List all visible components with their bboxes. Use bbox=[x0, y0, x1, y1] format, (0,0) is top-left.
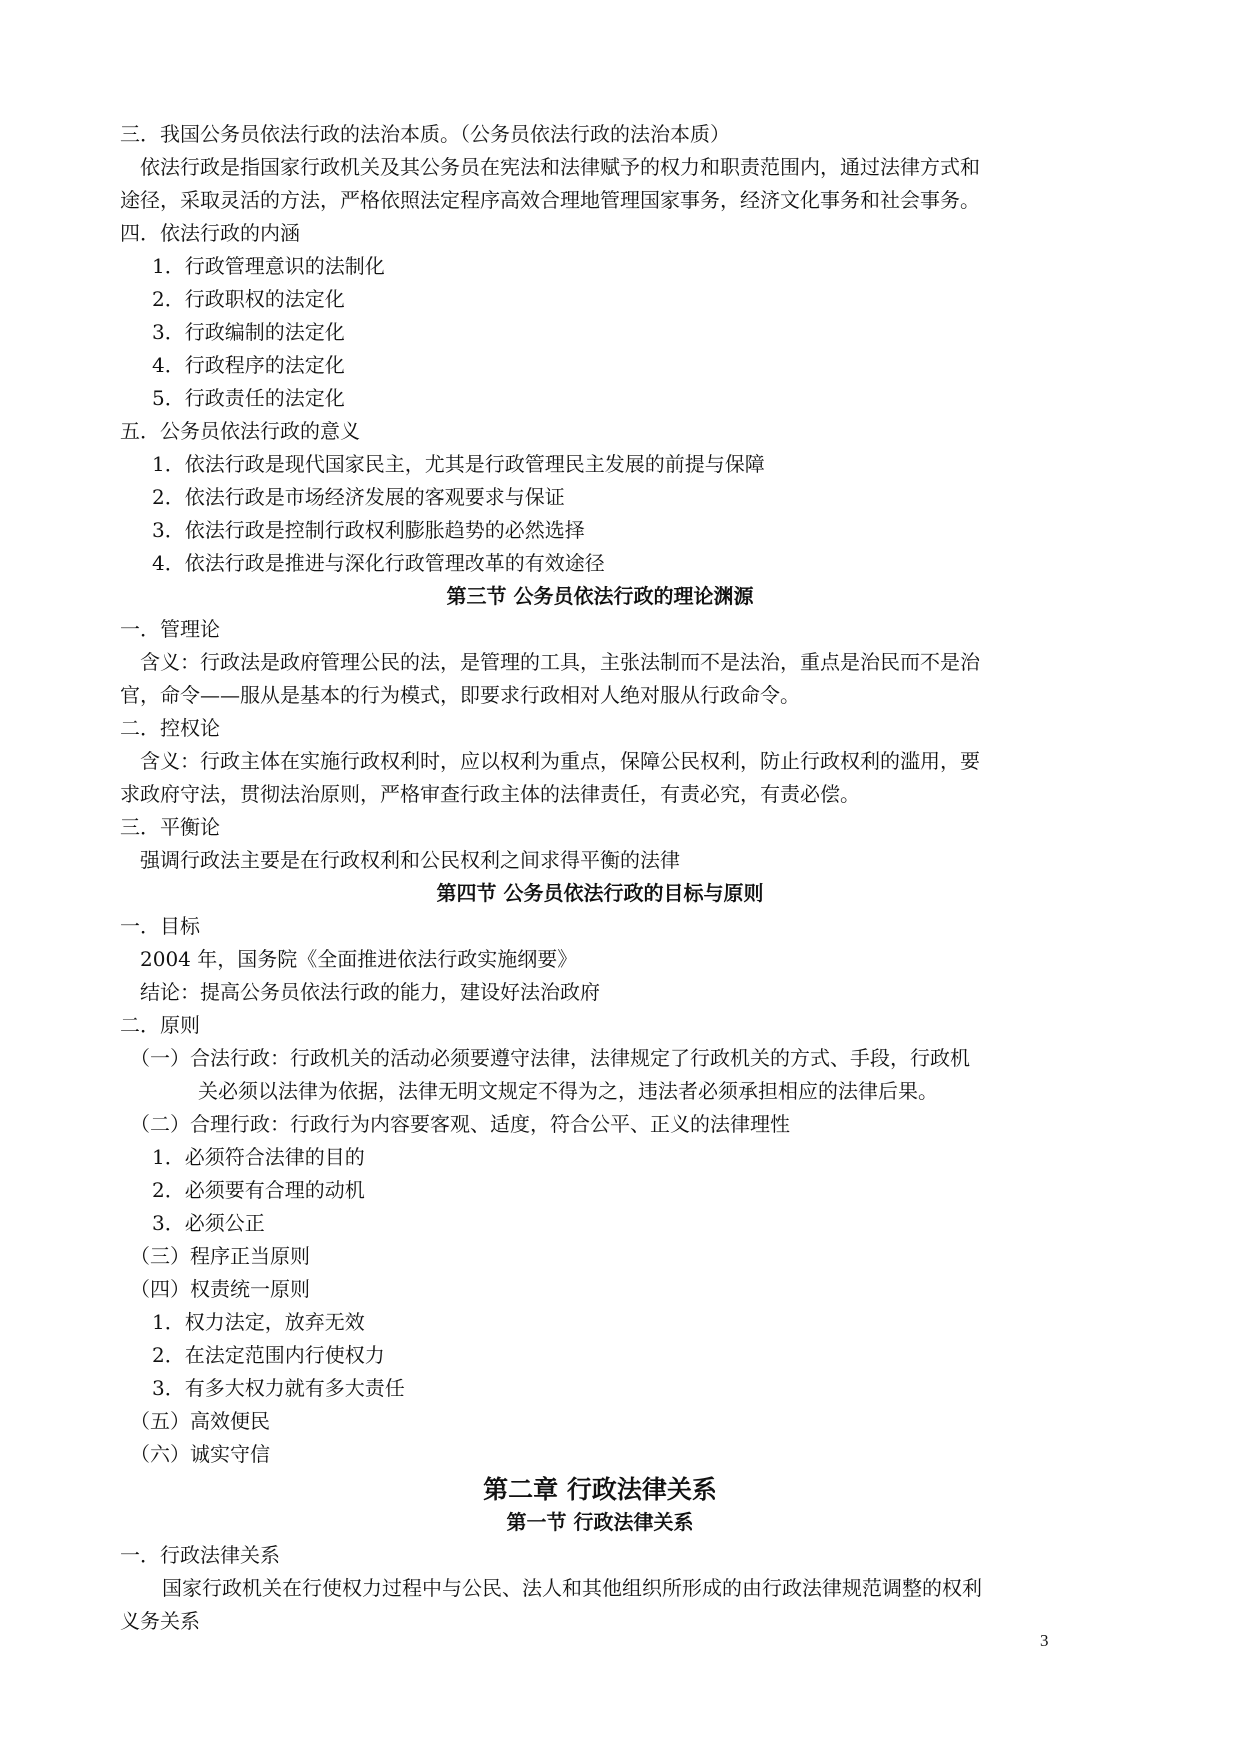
list-item: 1．依法行政是现代国家民主，尤其是行政管理民主发展的前提与保障 bbox=[152, 452, 765, 476]
heading-rule-of-law-essence: 三．我国公务员依法行政的法治本质。（公务员依法行政的法治本质） bbox=[120, 122, 730, 146]
list-item: 2．行政职权的法定化 bbox=[152, 287, 345, 311]
heading-legal-relations: 一．行政法律关系 bbox=[120, 1543, 280, 1567]
paragraph-definition-line-1: 依法行政是指国家行政机关及其公务员在宪法和法律赋予的权力和职责范围内，通过法律方式和 bbox=[140, 155, 980, 179]
heading-goals: 一．目标 bbox=[120, 914, 200, 938]
principle-legal-administration-line-1: （一）合法行政：行政机关的活动必须要遵守法律，法律规定了行政机关的方式、手段，行政机 bbox=[130, 1046, 970, 1070]
heading-significance: 五．公务员依法行政的意义 bbox=[120, 419, 360, 443]
principle-honesty: （六）诚实守信 bbox=[130, 1442, 270, 1466]
list-item: 2．在法定范围内行使权力 bbox=[152, 1343, 385, 1367]
paragraph-goals-line-1: 2004 年，国务院《全面推进依法行政实施纲要》 bbox=[140, 947, 578, 971]
list-item: 1．权力法定，放弃无效 bbox=[152, 1310, 365, 1334]
principle-efficiency: （五）高效便民 bbox=[130, 1409, 270, 1433]
paragraph-legal-relations-line-1: 国家行政机关在行使权力过程中与公民、法人和其他组织所形成的由行政法律规范调整的权利 bbox=[162, 1576, 982, 1600]
heading-control-theory: 二．控权论 bbox=[120, 716, 220, 740]
list-item: 4．依法行政是推进与深化行政管理改革的有效途径 bbox=[152, 551, 605, 575]
page-number: 3 bbox=[1040, 1631, 1049, 1650]
chapter-title: 第二章 行政法律关系 bbox=[483, 1475, 717, 1504]
list-item: 2．必须要有合理的动机 bbox=[152, 1178, 365, 1202]
list-item: 3．行政编制的法定化 bbox=[152, 320, 345, 344]
heading-management-theory: 一．管理论 bbox=[120, 617, 220, 641]
principle-due-process: （三）程序正当原则 bbox=[130, 1244, 310, 1268]
paragraph-balance: 强调行政法主要是在行政权利和公民权利之间求得平衡的法律 bbox=[140, 848, 680, 872]
paragraph-goals-line-2: 结论：提高公务员依法行政的能力，建设好法治政府 bbox=[140, 980, 600, 1004]
paragraph-definition-line-2: 途径，采取灵活的方法，严格依照法定程序高效合理地管理国家事务，经济文化事务和社会事务。 bbox=[120, 188, 980, 212]
heading-balance-theory: 三．平衡论 bbox=[120, 815, 220, 839]
list-item: 1．行政管理意识的法制化 bbox=[152, 254, 385, 278]
list-item: 1．必须符合法律的目的 bbox=[152, 1145, 365, 1169]
list-item: 5．行政责任的法定化 bbox=[152, 386, 345, 410]
heading-connotation: 四．依法行政的内涵 bbox=[120, 221, 300, 245]
paragraph-legal-relations-line-2: 义务关系 bbox=[120, 1609, 200, 1633]
list-item: 4．行政程序的法定化 bbox=[152, 353, 345, 377]
list-item: 2．依法行政是市场经济发展的客观要求与保证 bbox=[152, 485, 565, 509]
paragraph-control-line-1: 含义：行政主体在实施行政权利时，应以权利为重点，保障公民权利，防止行政权利的滥用，要 bbox=[140, 749, 980, 773]
paragraph-control-line-2: 求政府守法，贯彻法治原则，严格审查行政主体的法律责任，有责必究，有责必偿。 bbox=[120, 782, 860, 806]
list-item: 3．有多大权力就有多大责任 bbox=[152, 1376, 405, 1400]
paragraph-management-line-1: 含义：行政法是政府管理公民的法，是管理的工具，主张法制而不是法治，重点是治民而不是治 bbox=[140, 650, 980, 674]
principle-reasonable-administration: （二）合理行政：行政行为内容要客观、适度，符合公平、正义的法律理性 bbox=[130, 1112, 790, 1136]
section-title-legal-relations: 第一节 行政法律关系 bbox=[506, 1510, 694, 1534]
list-item: 3．依法行政是控制行政权利膨胀趋势的必然选择 bbox=[152, 518, 585, 542]
paragraph-management-line-2: 官，命令——服从是基本的行为模式，即要求行政相对人绝对服从行政命令。 bbox=[120, 683, 800, 707]
principle-legal-administration-line-2: 关必须以法律为依据，法律无明文规定不得为之，违法者必须承担相应的法律后果。 bbox=[198, 1079, 938, 1103]
principle-power-responsibility: （四）权责统一原则 bbox=[130, 1277, 310, 1301]
section-title-goals-principles: 第四节 公务员依法行政的目标与原则 bbox=[436, 881, 764, 905]
heading-principles: 二．原则 bbox=[120, 1013, 200, 1037]
list-item: 3．必须公正 bbox=[152, 1211, 265, 1235]
section-title-theory-origins: 第三节 公务员依法行政的理论渊源 bbox=[446, 584, 754, 608]
